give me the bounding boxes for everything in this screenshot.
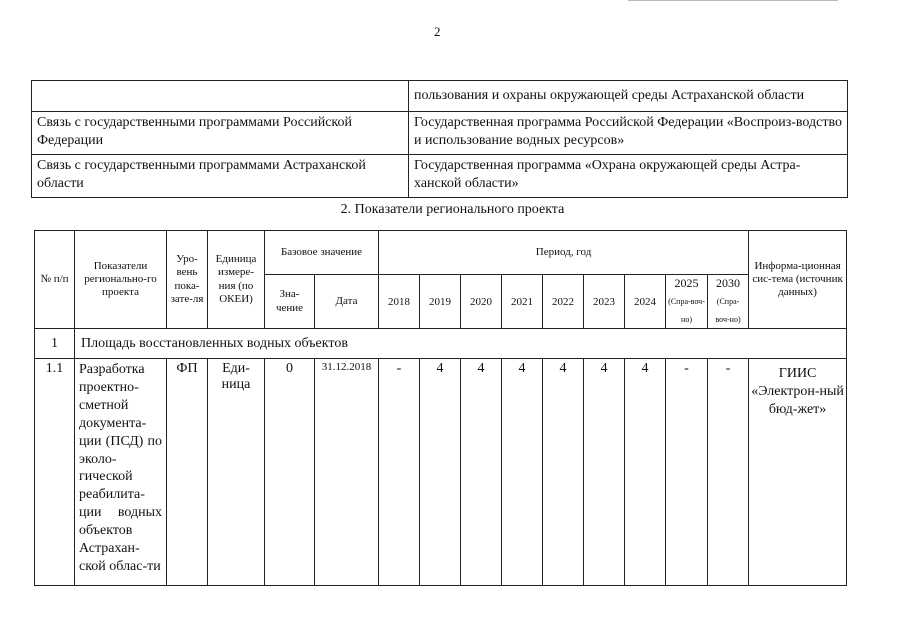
passport-row-value: Государственная программа Российской Федерации «Воспроиз-водство и использование водных ресурсов»	[409, 112, 848, 155]
passport-row-value: пользования и охраны окружающей среды Астраханской области	[409, 81, 848, 112]
row-year-2030-value: -	[708, 359, 749, 586]
year-2025-label: 2025	[674, 276, 699, 290]
section-title: 2. Показатели регионального проекта	[340, 202, 565, 217]
header-base-value: Зна-чение	[265, 275, 315, 329]
header-unit: Единица измере-ния (по ОКЕИ)	[208, 231, 265, 329]
header-year-2030	[708, 275, 749, 329]
passport-row-value: Государственная программа «Охрана окружающей среды Астра-ханской области»	[409, 155, 848, 198]
header-base: Базовое значение	[265, 231, 379, 275]
row-base-date: 31.12.2018	[315, 359, 379, 586]
row-indicator: Разработка проектно-сметной документа-ции (ПСД) по эколо-гической реабилита-ции водных объектов Астрахан-ской облас-ти	[75, 359, 167, 586]
indicators-table	[34, 230, 847, 586]
section-num: 1	[35, 329, 75, 359]
table-row	[35, 359, 847, 586]
row-level: ФП	[167, 359, 208, 586]
header-source: Информа-ционная сис-тема (источник данных)	[749, 231, 847, 329]
passport-row	[32, 155, 848, 198]
passport-row-label	[32, 81, 409, 112]
row-year-value: 4	[625, 359, 666, 586]
header-year: 2019	[420, 275, 461, 329]
header-period: Период, год	[379, 231, 749, 275]
header-level: Уро-вень пока-зате-ля	[167, 231, 208, 329]
top-edge-rule	[628, 0, 838, 2]
row-year-value: 4	[461, 359, 502, 586]
page-number: 2	[434, 24, 441, 39]
header-year: 2020	[461, 275, 502, 329]
reference-note: (Спра-воч-но)	[668, 297, 705, 324]
row-unit: Еди-ница	[208, 359, 265, 586]
section-name: Площадь восстановленных водных объектов	[75, 329, 847, 359]
header-year: 2024	[625, 275, 666, 329]
row-num: 1.1	[35, 359, 75, 586]
row-base-value: 0	[265, 359, 315, 586]
passport-row-label: Связь с государственными программами Российской Федерации	[32, 112, 409, 155]
passport-row-label: Связь с государственными программами Астраханской области	[32, 155, 409, 198]
header-indicator: Показатели регионально-го проекта	[75, 231, 167, 329]
header-year: 2021	[502, 275, 543, 329]
header-base-date: Дата	[315, 275, 379, 329]
header-year: 2022	[543, 275, 584, 329]
header-num: № п/п	[35, 231, 75, 329]
header-year: 2023	[584, 275, 625, 329]
row-year-value: 4	[543, 359, 584, 586]
passport-table	[31, 80, 848, 198]
passport-row	[32, 112, 848, 155]
passport-row	[32, 81, 848, 112]
row-year-value: 4	[502, 359, 543, 586]
row-year-value: -	[379, 359, 420, 586]
row-year-value: 4	[420, 359, 461, 586]
section-row	[35, 329, 847, 359]
row-source: ГИИС «Электрон-ный бюд-жет»	[749, 359, 847, 586]
header-year: 2018	[379, 275, 420, 329]
year-2030-label: 2030	[716, 276, 741, 290]
row-year-value: 4	[584, 359, 625, 586]
reference-note: (Спра-воч-но)	[715, 297, 741, 324]
header-year-2025	[666, 275, 708, 329]
row-year-2025-value: -	[666, 359, 708, 586]
